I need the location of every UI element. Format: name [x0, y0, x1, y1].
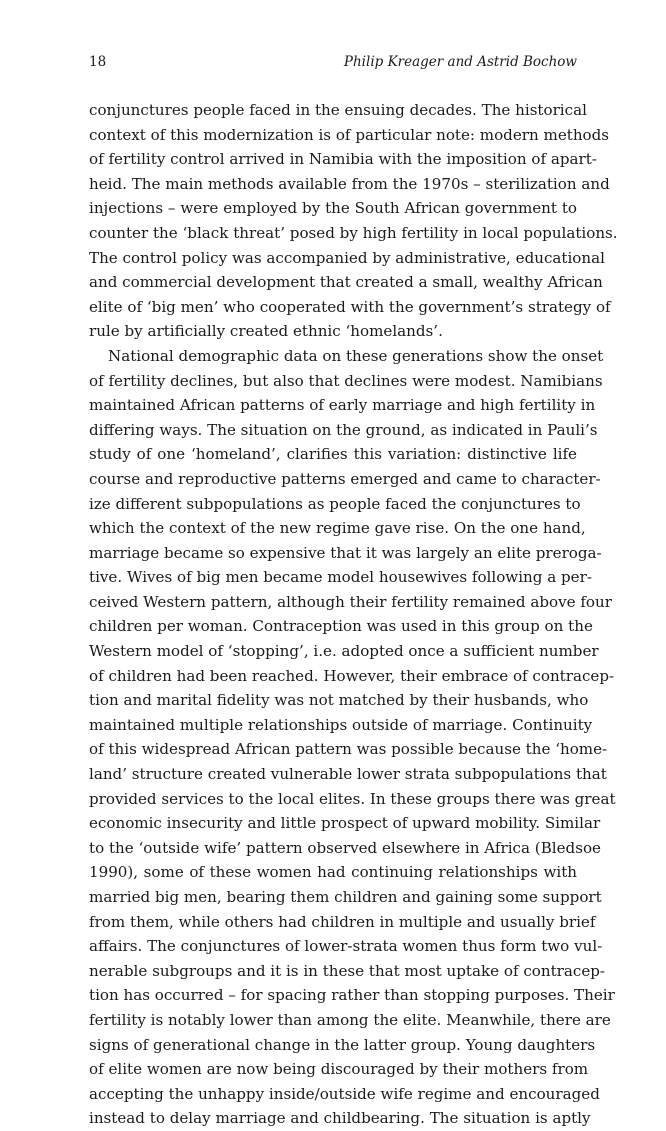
- text-line: affairs. The conjunctures of lower-strata women thus form two vul-: [89, 937, 603, 956]
- text-line: National demographic data on these generations show the onset: [108, 346, 604, 365]
- text-line: context of this modernization is of particular note: modern methods: [89, 125, 610, 144]
- text-line: instead to delay marriage and childbearing. The situation is aptly: [89, 1109, 591, 1128]
- text-line: study of one ‘homeland’, clarifies this variation: distinctive life: [89, 445, 577, 464]
- text-line: The control policy was accompanied by administrative, educational: [89, 248, 605, 267]
- text-line: economic insecurity and little prospect of upward mobility. Similar: [89, 814, 601, 833]
- text-line: heid. The main methods available from the 1970s – sterilization and: [89, 174, 610, 193]
- text-line: of this widespread African pattern was possible because the ‘home-: [89, 740, 608, 759]
- text-line: rule by artificially created ethnic ‘homelands’.: [89, 322, 443, 341]
- text-line: Western model of ‘stopping’, i.e. adopted once a sufficient number: [89, 642, 599, 661]
- text-line: tive. Wives of big men became model housewives following a per-: [89, 568, 592, 587]
- running-head: [89, 54, 577, 76]
- text-line: ceived Western pattern, although their fertility remained above four: [89, 592, 612, 611]
- text-line: fertility is notably lower than among the elite. Meanwhile, there are: [89, 1010, 611, 1029]
- text-line: nerable subgroups and it is in these that most uptake of contracep-: [89, 961, 606, 980]
- text-line: of fertility declines, but also that declines were modest. Namibians: [89, 371, 603, 390]
- text-line: ize different subpopulations as people faced the conjunctures to: [89, 494, 581, 513]
- text-line: of fertility control arrived in Namibia with the imposition of apart-: [89, 150, 597, 169]
- text-line: provided services to the local elites. In these groups there was great: [89, 789, 616, 808]
- text-line: maintained African patterns of early marriage and high fertility in: [89, 396, 596, 415]
- text-line: which the context of the new regime gave rise. On the one hand,: [89, 519, 586, 538]
- running-title: Philip Kreager and Astrid Bochow: [343, 54, 577, 70]
- text-line: of children had been reached. However, their embrace of contracep-: [89, 666, 615, 685]
- text-line: elite of ‘big men’ who cooperated with the government’s strategy of: [89, 297, 611, 316]
- text-line: injections – were employed by the South African government to: [89, 199, 577, 218]
- text-line: differing ways. The situation on the ground, as indicated in Pauli’s: [89, 420, 598, 439]
- text-line: conjunctures people faced in the ensuing decades. The historical: [89, 101, 587, 119]
- text-line: accepting the unhappy inside/outside wife regime and encouraged: [89, 1084, 600, 1103]
- text-line: children per woman. Contraception was used in this group on the: [89, 617, 593, 636]
- text-line: 1990), some of these women had continuing relationships with: [89, 863, 577, 882]
- text-line: maintained multiple relationships outside of marriage. Continuity: [89, 715, 593, 734]
- text-line: married big men, bearing them children and gaining some support: [89, 888, 602, 906]
- text-line: from them, while others had children in multiple and usually brief: [89, 912, 596, 931]
- text-line: land’ structure created vulnerable lower strata subpopulations that: [89, 765, 607, 784]
- text-line: course and reproductive patterns emerged and came to character-: [89, 469, 601, 488]
- text-line: to the ‘outside wife’ pattern observed elsewhere in Africa (Bledsoe: [89, 838, 601, 857]
- body-text: [89, 98, 618, 1131]
- text-line: and commercial development that created a small, wealthy African: [89, 273, 603, 292]
- text-line: tion has occurred – for spacing rather than stopping purposes. Their: [89, 986, 615, 1005]
- page-number: 18: [89, 54, 107, 70]
- paragraph: [89, 344, 616, 1131]
- text-line: counter the ‘black threat’ posed by high fertility in local populations.: [89, 223, 618, 242]
- text-line: marriage became so expensive that it was largely an elite preroga-: [89, 543, 602, 562]
- text-line: tion and marital fidelity was not matched by their husbands, who: [89, 691, 589, 710]
- text-line: of elite women are now being discouraged by their mothers from: [89, 1060, 589, 1079]
- paragraph: [89, 98, 618, 344]
- text-line: signs of generational change in the latter group. Young daughters: [89, 1035, 596, 1054]
